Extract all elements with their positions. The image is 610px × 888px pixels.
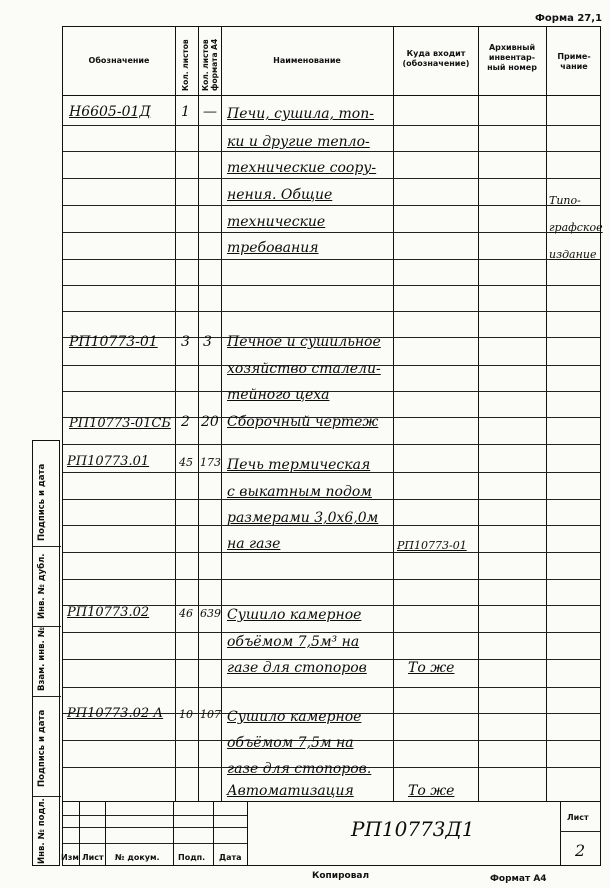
- row-4-sheets-a4: 639: [200, 607, 221, 620]
- title-block: [63, 801, 600, 865]
- title-col-sign: Подп.: [178, 853, 206, 862]
- row-3-sheets-a4: 173: [200, 456, 221, 469]
- row-5-name-0: Сушило камерное: [227, 709, 362, 725]
- title-document-code: РП10773Д1: [351, 817, 475, 841]
- header-designation: Обозначение: [88, 56, 150, 65]
- row-3-used-in: РП10773-01: [397, 539, 467, 552]
- title-col-date: Дата: [219, 853, 242, 862]
- header-used-in: Куда входит (обозначение): [402, 49, 470, 68]
- row-4-name-0: Сушило камерное: [227, 607, 362, 623]
- row-1-name-1: хозяйство сталели-: [227, 361, 381, 377]
- title-col-change: Изм: [61, 853, 79, 862]
- row-4-name-1: объёмом 7,5м³ на: [227, 634, 360, 650]
- row-5-sheets: 10: [179, 708, 193, 721]
- row-3-sheets: 45: [179, 456, 193, 469]
- row-1-sheets: 3: [181, 334, 190, 350]
- side-inv-dup: Инв. № дубл.: [37, 553, 47, 619]
- side-signature-date-2: Подпись и дата: [37, 709, 47, 787]
- row-1-name-2: тейного цеха: [227, 387, 330, 403]
- row-5-name-2: газе для стопоров.: [227, 761, 372, 777]
- title-sheet-label: Лист: [567, 813, 589, 822]
- form-number: Форма 27,1: [535, 13, 603, 24]
- row-0-sheets-a4: —: [203, 104, 217, 120]
- row-5-used-in: То же: [408, 783, 455, 799]
- row-3-name-0: Печь термическая: [227, 457, 371, 473]
- header-sheet-count: Кол. листов: [181, 39, 190, 91]
- header-name: Наименование: [273, 56, 341, 65]
- row-0-note: Типо- графское издание: [549, 194, 603, 261]
- header-note: Приме- чание: [557, 52, 591, 71]
- row-2-designation: РП10773-01СБ: [69, 416, 171, 431]
- row-3-name-3: на газе: [227, 536, 281, 552]
- row-3-name-1: с выкатным подом: [227, 484, 372, 500]
- row-3-name-2: размерами 3,0х6,0м: [227, 510, 379, 526]
- row-5-designation: РП10773.02 А: [67, 706, 164, 721]
- row-0-name-2: технические соору-: [227, 160, 377, 176]
- row-2-sheets: 2: [181, 414, 190, 430]
- row-1-sheets-a4: 3: [203, 334, 212, 350]
- row-4-designation: РП10773.02: [67, 605, 150, 620]
- footer-format: Формат А4: [490, 874, 547, 884]
- row-2-name-0: Сборочный чертеж: [227, 414, 379, 430]
- row-0-sheets: 1: [181, 104, 190, 120]
- row-4-sheets: 46: [179, 607, 193, 620]
- row-0-name-1: ки и другие тепло-: [227, 134, 370, 150]
- side-replace-inv: Взам. инв. №: [37, 627, 47, 691]
- header-archive-number: Архивный инвентар- ный номер: [487, 43, 537, 72]
- side-stamp: [32, 440, 60, 866]
- spec-frame: [62, 26, 601, 866]
- title-col-doc: № докум.: [115, 853, 160, 862]
- header-sheet-count-a4: Кол. листов формата А4: [201, 38, 219, 91]
- row-5-name-3: Автоматизация: [227, 783, 354, 799]
- title-sheet-number: 2: [575, 841, 586, 860]
- side-signature-date-1: Подпись и дата: [37, 463, 47, 541]
- row-4-name-2: газе для стопоров: [227, 660, 367, 676]
- row-0-name-3: нения. Общие: [227, 187, 333, 203]
- row-5-sheets-a4: 107: [200, 708, 221, 721]
- row-0-name-5: требования: [227, 240, 319, 256]
- row-1-name-0: Печное и сушильное: [227, 334, 381, 350]
- row-0-name-0: Печи, сушила, топ-: [227, 106, 374, 122]
- row-0-designation: Н6605-01Д: [69, 104, 151, 120]
- row-4-used-in: То же: [408, 660, 455, 676]
- row-1-designation: РП10773-01: [69, 334, 158, 350]
- row-2-sheets-a4: 20: [201, 414, 219, 430]
- footer-copied: Копировал: [312, 871, 370, 881]
- title-col-sheet: Лист: [82, 853, 104, 862]
- row-5-name-1: объёмом 7,5м на: [227, 735, 354, 751]
- side-inv-orig: Инв. № подл.: [37, 798, 47, 864]
- row-0-name-4: технические: [227, 214, 326, 230]
- row-3-designation: РП10773.01: [67, 454, 150, 469]
